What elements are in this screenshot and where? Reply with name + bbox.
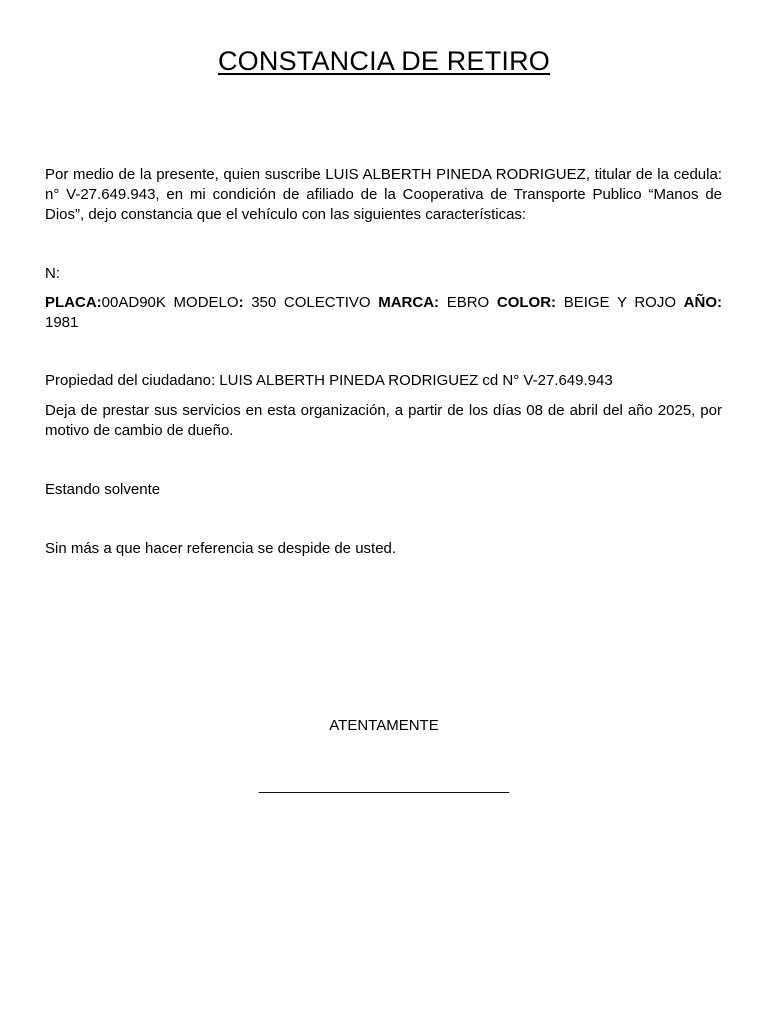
modelo-label: MODELO bbox=[173, 294, 239, 311]
modelo-value: 350 COLECTIVO bbox=[243, 294, 379, 311]
vehicle-details bbox=[45, 293, 722, 333]
anio-value: 1981 bbox=[45, 314, 79, 331]
document-title: CONSTANCIA DE RETIRO bbox=[217, 46, 551, 76]
status-paragraph: Estando solvente bbox=[45, 481, 161, 498]
owner-paragraph: Propiedad del ciudadano: LUIS ALBERTH PINEDA RODRIGUEZ cd N° V-27.649.943 bbox=[45, 372, 613, 389]
color-label: COLOR: bbox=[496, 294, 557, 311]
statement-paragraph: Deja de prestar sus servicios en esta organización, a partir de los días 08 de abril del año 2025, por motivo de cambio de dueño. bbox=[45, 402, 722, 439]
placa-value: 00AD90K bbox=[101, 294, 166, 311]
number-label: N: bbox=[45, 265, 60, 282]
color-value: BEIGE Y ROJO bbox=[556, 294, 684, 311]
intro-paragraph: Por medio de la presente, quien suscribe LUIS ALBERTH PINEDA RODRIGUEZ, titular de la cedula: n° V-27.649.943, en mi condición de afiliado de la Cooperativa de Transporte Publico “Manos de Dios”, dejo constancia que el vehículo con las siguientes características: bbox=[45, 166, 722, 223]
signature-line: ______________________________ bbox=[258, 777, 510, 794]
closing-text: ATENTAMENTE bbox=[329, 717, 439, 734]
placa-label: PLACA: bbox=[45, 294, 102, 311]
modelo-colon: : bbox=[238, 294, 244, 311]
marca-label: MARCA: bbox=[378, 294, 440, 311]
marca-value: EBRO bbox=[439, 294, 497, 311]
farewell-paragraph: Sin más a que hacer referencia se despide de usted. bbox=[45, 540, 397, 557]
anio-label: AÑO: bbox=[683, 294, 722, 311]
